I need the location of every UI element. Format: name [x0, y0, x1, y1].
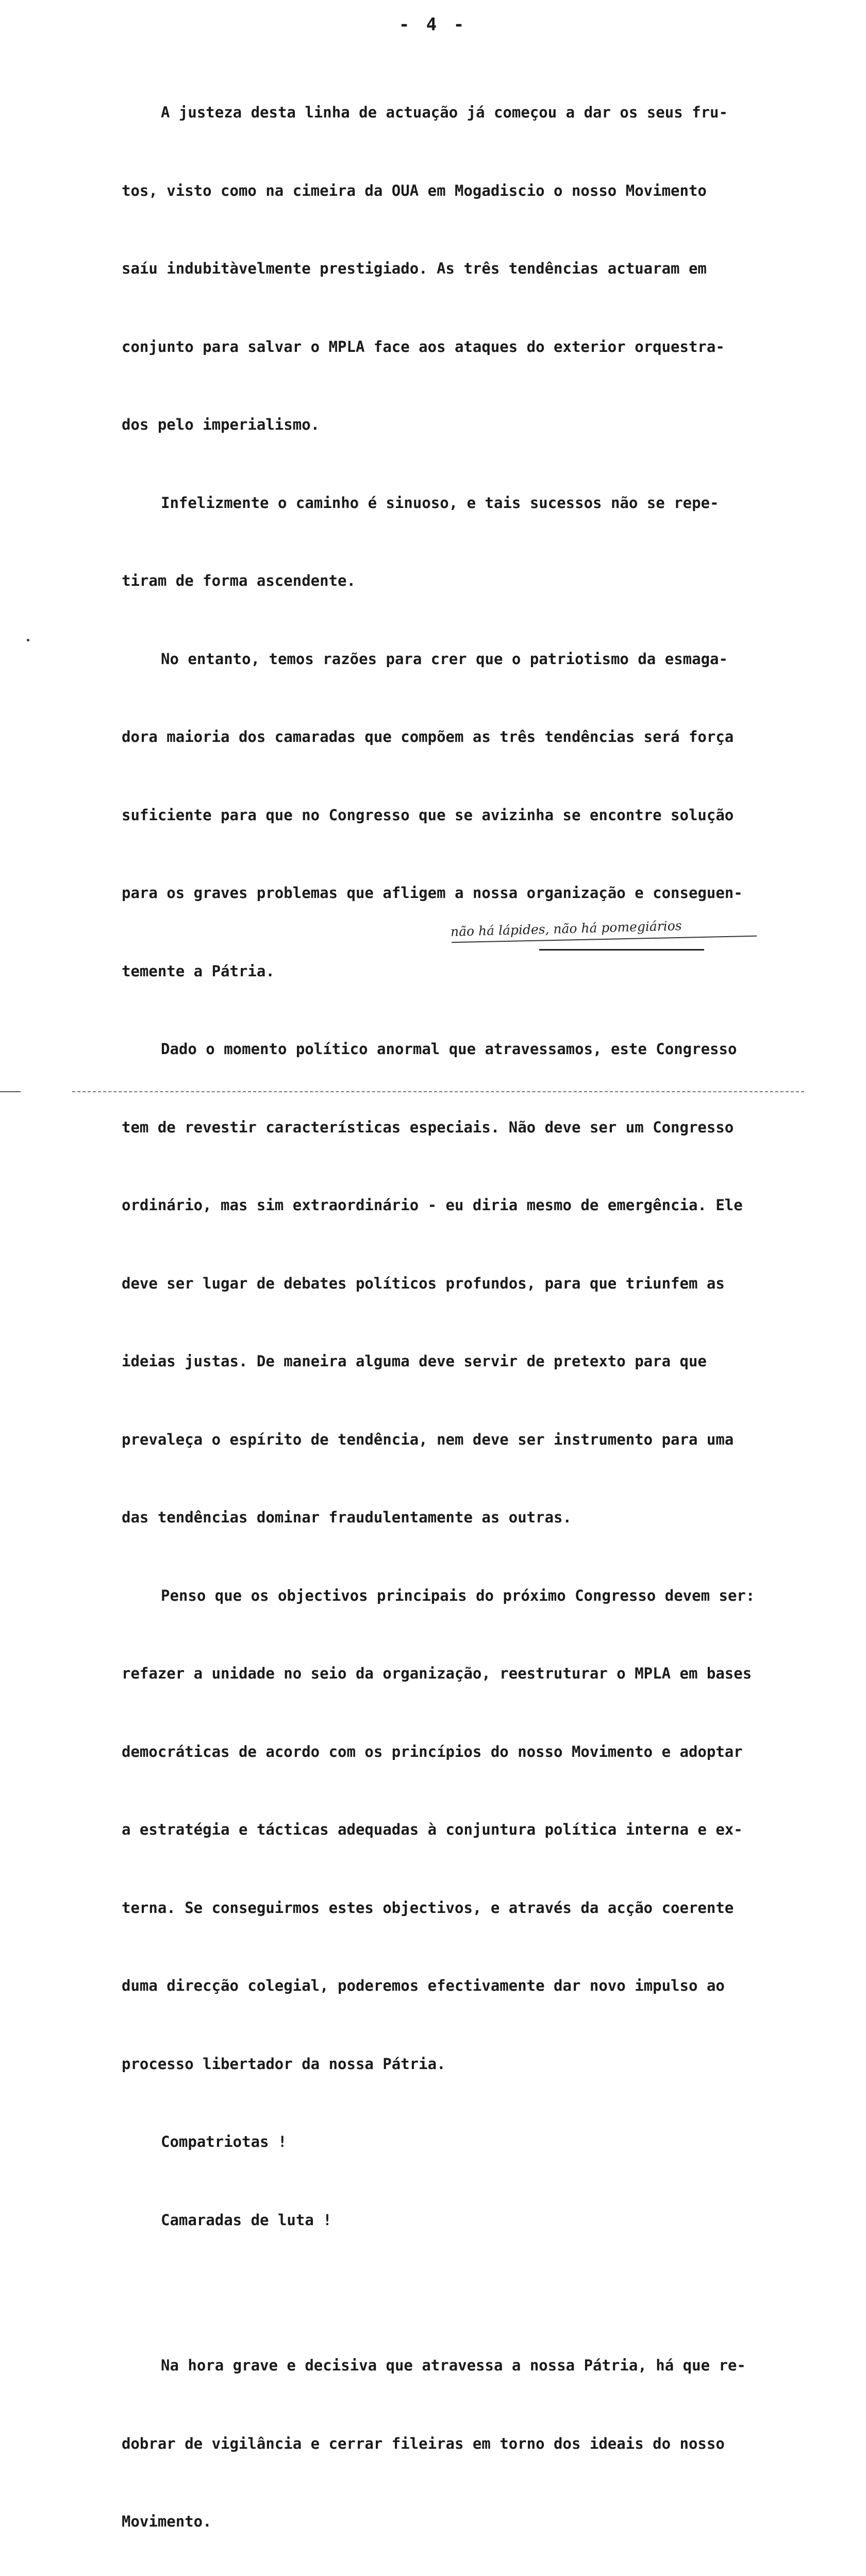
text-line: Movimento.: [122, 2513, 212, 2530]
text-line: Na hora grave e decisiva que atravessa a nossa Pátria, há que re-: [161, 2357, 746, 2374]
page-number: - 4 -: [398, 14, 468, 35]
text-line: democráticas de acordo com os princípios do nosso Movimento e adoptar: [122, 1742, 743, 1760]
text-line: ideias justas. De maneira alguma deve servir de pretexto para que: [122, 1352, 707, 1370]
text-line: A justeza desta linha de actuação já começou a dar os seus fru-: [161, 104, 728, 121]
text-line: dobrar de vigilância e cerrar fileiras em torno dos ideais do nosso: [122, 2434, 725, 2452]
text-line: deve ser lugar de debates políticos profundos, para que triunfem as: [122, 1274, 725, 1292]
text-line: para os graves problemas que afligem a nossa organização e conseguen-: [122, 884, 743, 902]
text-line: Penso que os objectivos principais do próximo Congresso devem ser:: [161, 1586, 755, 1604]
text-line: terna. Se conseguirmos estes objectivos, e através da acção coerente: [122, 1899, 734, 1917]
text-line: dora maioria dos camaradas que compõem as três tendências será força: [122, 728, 734, 745]
text-line: processo libertador da nossa Pátria.: [122, 2055, 446, 2073]
text-line: ordinário, mas sim extraordinário - eu diria mesmo de emergência. Ele: [122, 1196, 743, 1214]
text-line: suficiente para que no Congresso que se avizinha se encontre solução: [122, 806, 734, 824]
text-line: das tendências dominar fraudulentamente as outras.: [122, 1509, 572, 1526]
text-line: refazer a unidade no seio da organização, reestruturar o MPLA em bases: [122, 1665, 752, 1682]
text-line: prevaleça o espírito de tendência, nem deve ser instrumento para uma: [122, 1430, 734, 1448]
strikethrough-mark: [539, 949, 704, 951]
text-line: dos pelo imperialismo.: [122, 416, 320, 433]
text-line: duma direcção colegial, poderemos efectivamente dar novo impulso ao: [122, 1977, 725, 1994]
text-line: tiram de forma ascendente.: [122, 572, 356, 589]
text-line: tem de revestir características especiais. Não deve ser um Congresso: [122, 1118, 734, 1136]
handwritten-annotation: não há lápides, não há pomegiários: [450, 918, 682, 939]
text-line: conjunto para salvar o MPLA face aos ataques do exterior orquestra-: [122, 337, 725, 355]
footer-rule: [72, 1091, 804, 1092]
text-line: a estratégia e tácticas adequadas à conjuntura política interna e ex-: [122, 1821, 743, 1838]
edge-mark: [0, 1091, 21, 1092]
text-line: No entanto, temos razões para crer que o patriotismo da esmaga-: [161, 650, 728, 668]
text-line: tos, visto como na cimeira da OUA em Mogadiscio o nosso Movimento: [122, 181, 707, 199]
text-line: Dado o momento político anormal que atravessamos, este Congresso: [161, 1040, 737, 1058]
body-text: [122, 47, 838, 2576]
scan-speck: [27, 639, 29, 641]
text-line: Infelizmente o caminho é sinuoso, e tais sucessos não se repe-: [161, 494, 719, 512]
text-line: Camaradas de luta !: [161, 2211, 332, 2229]
text-line: temente a Pátria.: [122, 962, 275, 980]
text-line: saíu indubitàvelmente prestigiado. As três tendências actuaram em: [122, 260, 707, 277]
text-line: Compatriotas !: [161, 2133, 287, 2150]
